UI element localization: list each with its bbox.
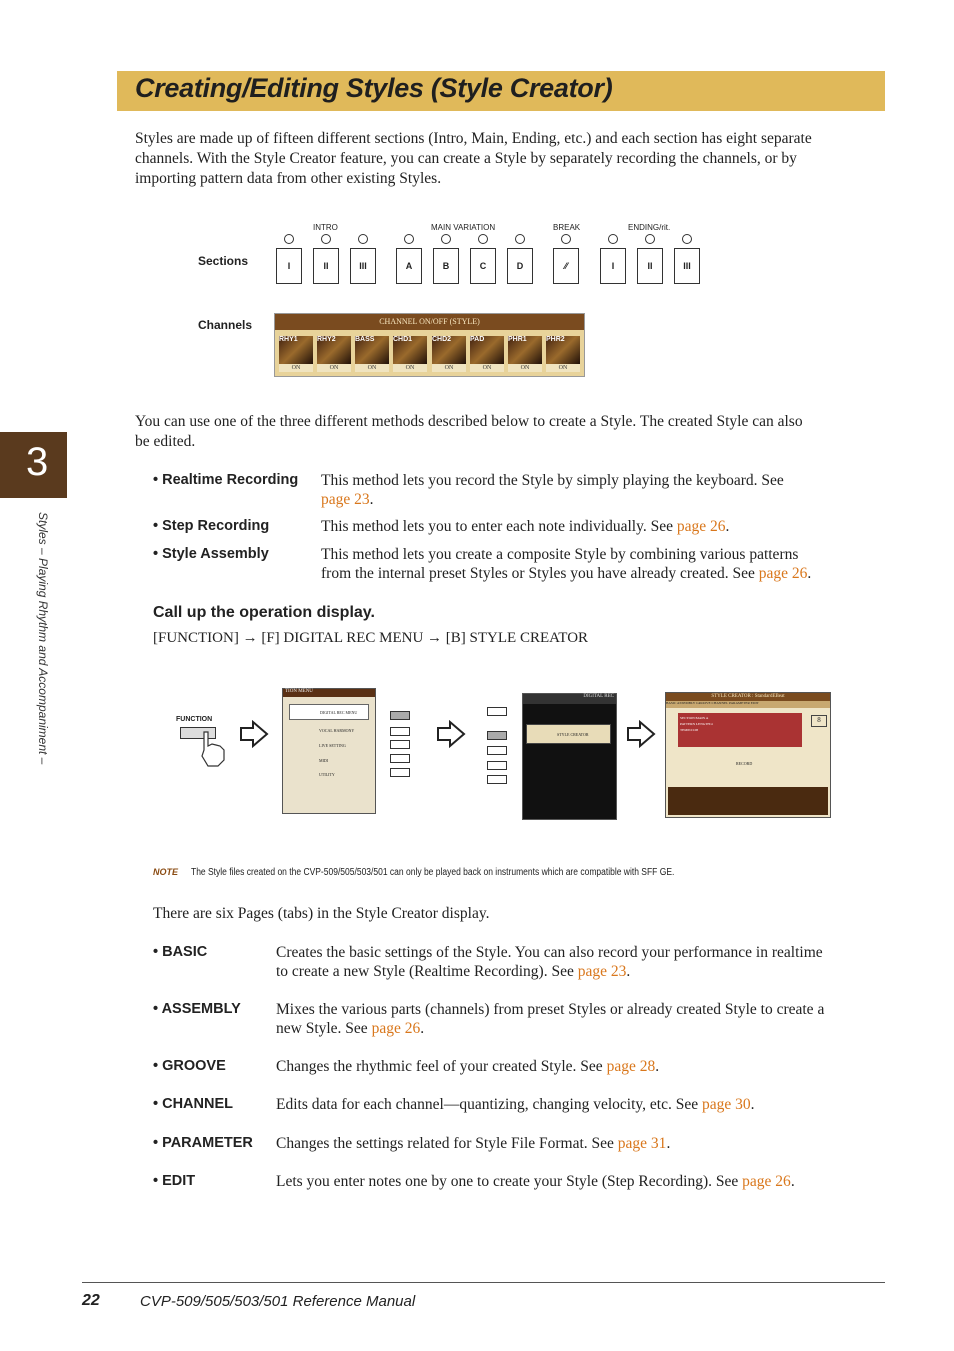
- section-led: [608, 234, 618, 244]
- call-up-heading: Call up the operation display.: [153, 604, 375, 621]
- method-desc-text: from the internal preset Styles or Styles you have already created. See: [321, 565, 759, 582]
- main-b-button: B: [433, 248, 459, 284]
- ending-2-button: II: [637, 248, 663, 284]
- methods-intro-line-2: be edited.: [135, 433, 196, 450]
- method-desc-text: This method lets you record the Style by simply playing the keyboard. See: [321, 472, 784, 489]
- channel-chd2: [432, 336, 466, 374]
- page-number: 22: [82, 1292, 100, 1309]
- section-led: [682, 234, 692, 244]
- method-term: • Style Assembly: [153, 546, 269, 562]
- section-led: [561, 234, 571, 244]
- channel-on: ON: [355, 364, 389, 372]
- menu-item-digital-rec: DIGITAL REC MENU: [289, 704, 369, 720]
- manual-title: CVP-509/505/503/501 Reference Manual: [140, 1293, 416, 1310]
- ending-1-button: I: [600, 248, 626, 284]
- channel-rhy2: [317, 336, 351, 374]
- c-button: [487, 746, 507, 755]
- intro-1-button: I: [276, 248, 302, 284]
- intro-3-button: III: [350, 248, 376, 284]
- page-desc: Mixes the various parts (channels) from preset Styles or already created Style to create a new Style. See page 26.: [276, 1001, 825, 1037]
- sc-row: SECTION:MAIN A: [680, 716, 709, 720]
- page-term: • GROOVE: [153, 1058, 226, 1074]
- section-led: [478, 234, 488, 244]
- pages-intro: There are six Pages (tabs) in the Style Creator display.: [153, 905, 490, 922]
- g-button: [390, 727, 410, 736]
- menu-item-utility: UTILITY: [319, 772, 335, 777]
- sc-row: TEMPO:108: [680, 728, 699, 732]
- method-desc: This method lets you record the Style by simply playing the keyboard. See page 23.: [321, 472, 784, 508]
- e-button: [487, 775, 507, 784]
- channel-on: ON: [432, 364, 466, 372]
- break-group-label: BREAK: [553, 223, 581, 232]
- sc-tabs: [666, 701, 830, 708]
- intro-2-button: II: [313, 248, 339, 284]
- page-term: • BASIC: [153, 944, 208, 960]
- section-led: [284, 234, 294, 244]
- page-link[interactable]: page 23: [577, 963, 627, 980]
- methods-intro-line-1: You can use one of the three different methods described below to create a Style. The created Style can also: [135, 413, 803, 430]
- page-desc-text: Mixes the various parts (channels) from preset Styles or already created Style to create a: [276, 1001, 825, 1018]
- channel-on: ON: [279, 364, 313, 372]
- intro-line-2: channels. With the Style Creator feature, you can create a Style by separately recording the channels, or by: [135, 150, 797, 167]
- note-text: The Style files created on the CVP-509/505/503/501 can only be played back on instruments which are compatible with SFF GE.: [191, 867, 675, 878]
- main-d-button: D: [507, 248, 533, 284]
- break-button: ⁄⁄: [553, 248, 579, 284]
- page-link[interactable]: page 26: [758, 565, 808, 582]
- channel-phr2: [546, 336, 580, 374]
- function-label: FUNCTION: [176, 716, 213, 723]
- intro-paragraph: [135, 129, 875, 189]
- page-desc: Edits data for each channel—quantizing, changing velocity, etc. See page 30.: [276, 1096, 755, 1113]
- tab-edit: EDIT: [750, 701, 759, 705]
- i-button: [390, 754, 410, 763]
- page-desc-text: Creates the basic settings of the Style. You can also record your performance in realtime: [276, 944, 823, 961]
- arrow-right-icon: [436, 720, 466, 748]
- channels-label: Channels: [198, 318, 253, 332]
- intro-line-1: Styles are made up of fifteen different sections (Intro, Main, Ending, etc.) and each section has eight separate: [135, 130, 812, 147]
- function-menu-screen: [282, 688, 376, 814]
- f-button: [390, 711, 410, 720]
- page-link[interactable]: page 28: [606, 1058, 656, 1075]
- menu-item-midi: MIDI: [319, 758, 329, 763]
- channel-label: BASS: [355, 336, 389, 364]
- channel-chd1: [393, 336, 427, 374]
- method-desc-text: This method lets you to enter each note individually. See: [321, 518, 677, 535]
- intro-group-label: INTRO: [313, 223, 338, 232]
- page-link[interactable]: page 23: [321, 491, 370, 508]
- page-desc-text: Edits data for each channel—quantizing, changing velocity, etc. See: [276, 1096, 702, 1113]
- section-led: [645, 234, 655, 244]
- channel-label: RHY2: [317, 336, 351, 364]
- sc-settings: [678, 713, 802, 747]
- sc-beat: 8: [811, 715, 827, 727]
- method-term: • Step Recording: [153, 518, 270, 534]
- channel-bass: [355, 336, 389, 374]
- chapter-tab: [0, 432, 67, 498]
- page-term: • CHANNEL: [153, 1096, 233, 1112]
- channel-on: ON: [508, 364, 542, 372]
- ending-group-label: ENDING/rit.: [628, 223, 671, 232]
- page-desc: Lets you enter notes one by one to create your Style (Step Recording). See page 26.: [276, 1173, 795, 1190]
- channel-phr1: [508, 336, 542, 374]
- page-desc-text: to create a new Style (Realtime Recording). See: [276, 963, 578, 980]
- page-desc: Changes the settings related for Style File Format. See page 31.: [276, 1135, 671, 1152]
- style-creator-screen: [665, 692, 831, 818]
- method-term: • Realtime Recording: [153, 472, 299, 488]
- menu-item-live: LIVE SETTING: [319, 743, 346, 748]
- main-a-button: A: [396, 248, 422, 284]
- main-variation-group-label: MAIN VARIATION: [431, 223, 496, 232]
- page-desc-text: Lets you enter notes one by one to create your Style (Step Recording). See: [276, 1173, 743, 1190]
- page-term: • PARAMETER: [153, 1135, 253, 1151]
- page-desc: Creates the basic settings of the Style. You can also record your performance in realtime to create a new Style (Realtime Recording). See page 23.: [276, 944, 823, 980]
- section-led: [441, 234, 451, 244]
- section-led: [515, 234, 525, 244]
- call-up-path: [FUNCTION] → [F] DIGITAL REC MENU → [B] STYLE CREATOR: [153, 630, 589, 646]
- channel-label: RHY1: [279, 336, 313, 364]
- page-desc-text: Changes the settings related for Style File Format. See: [276, 1135, 618, 1152]
- method-desc-text: This method lets you create a composite Style by combining various patterns: [321, 546, 799, 563]
- note-label: NOTE: [153, 867, 179, 877]
- arrow-right-icon: [626, 720, 656, 748]
- channel-label: CHD2: [432, 336, 466, 364]
- tab-assembly: ASSEMBLY: [677, 701, 696, 705]
- channel-rhy1: [279, 336, 313, 374]
- style-creator-item: STYLE CREATOR: [526, 724, 611, 744]
- h-button: [390, 740, 410, 749]
- channel-label: PHR1: [508, 336, 542, 364]
- sc-channel-strip: [668, 787, 828, 815]
- ending-3-button: III: [674, 248, 700, 284]
- channel-onoff-panel: [274, 313, 585, 377]
- page-link[interactable]: page 26: [676, 518, 726, 535]
- chapter-number: 3: [26, 440, 49, 484]
- b-button: [487, 731, 507, 740]
- hand-pointer-icon: [196, 728, 230, 768]
- channel-on: ON: [470, 364, 504, 372]
- section-led: [321, 234, 331, 244]
- channel-label: PHR2: [546, 336, 580, 364]
- tab-basic: BASIC: [666, 701, 677, 705]
- j-button: [390, 768, 410, 777]
- page-term: • EDIT: [153, 1173, 196, 1189]
- channel-on: ON: [546, 364, 580, 372]
- chapter-side-text: Styles – Playing Rhythm and Accompaniment –: [36, 512, 50, 765]
- main-c-button: C: [470, 248, 496, 284]
- channel-label: CHD1: [393, 336, 427, 364]
- page-term: • ASSEMBLY: [153, 1001, 241, 1017]
- channel-label: PAD: [470, 336, 504, 364]
- section-led: [358, 234, 368, 244]
- page-desc-text: new Style. See: [276, 1020, 372, 1037]
- tab-parameter: PARAMETER: [729, 701, 750, 705]
- sc-row: PATTERN LENGTH:4: [680, 722, 713, 726]
- channel-panel-header: CHANNEL ON/OFF (STYLE): [275, 314, 584, 330]
- footer-rule: [82, 1282, 885, 1283]
- page-link[interactable]: page 26: [371, 1020, 421, 1037]
- sc-title: STYLE CREATOR : StandardEBeat: [666, 693, 830, 701]
- digital-rec-title: DIGITAL REC: [523, 694, 616, 704]
- channel-on: ON: [393, 364, 427, 372]
- page-title: Creating/Editing Styles (Style Creator): [135, 73, 613, 103]
- page-link[interactable]: page 26: [742, 1173, 791, 1190]
- method-desc: This method lets you create a composite Style by combining various patterns from the internal preset Styles or Styles you have already created. See page 26.: [321, 546, 812, 582]
- method-desc: This method lets you to enter each note individually. See page 26.: [321, 518, 730, 535]
- menu-item-vocal: VOCAL HARMONY: [319, 728, 355, 733]
- sc-record: RECORD: [736, 761, 753, 766]
- tab-groove: GROOVE: [696, 701, 711, 705]
- a-button: [487, 707, 507, 716]
- page-desc: Changes the rhythmic feel of your created Style. See page 28.: [276, 1058, 660, 1075]
- page-desc-text: Changes the rhythmic feel of your created Style. See: [276, 1058, 607, 1075]
- tab-channel: CHANNEL: [711, 701, 729, 705]
- channel-on: ON: [317, 364, 351, 372]
- page-link[interactable]: page 30: [701, 1096, 751, 1113]
- channel-pad: [470, 336, 504, 374]
- menu-title: TION MENU: [283, 689, 375, 697]
- intro-line-3: importing pattern data from other existing Styles.: [135, 170, 442, 187]
- arrow-right-icon: [239, 720, 269, 748]
- page-link[interactable]: page 31: [617, 1135, 667, 1152]
- methods-intro: [135, 412, 875, 452]
- sections-label: Sections: [198, 254, 249, 268]
- digital-rec-screen: [522, 693, 617, 820]
- section-led: [404, 234, 414, 244]
- d-button: [487, 761, 507, 770]
